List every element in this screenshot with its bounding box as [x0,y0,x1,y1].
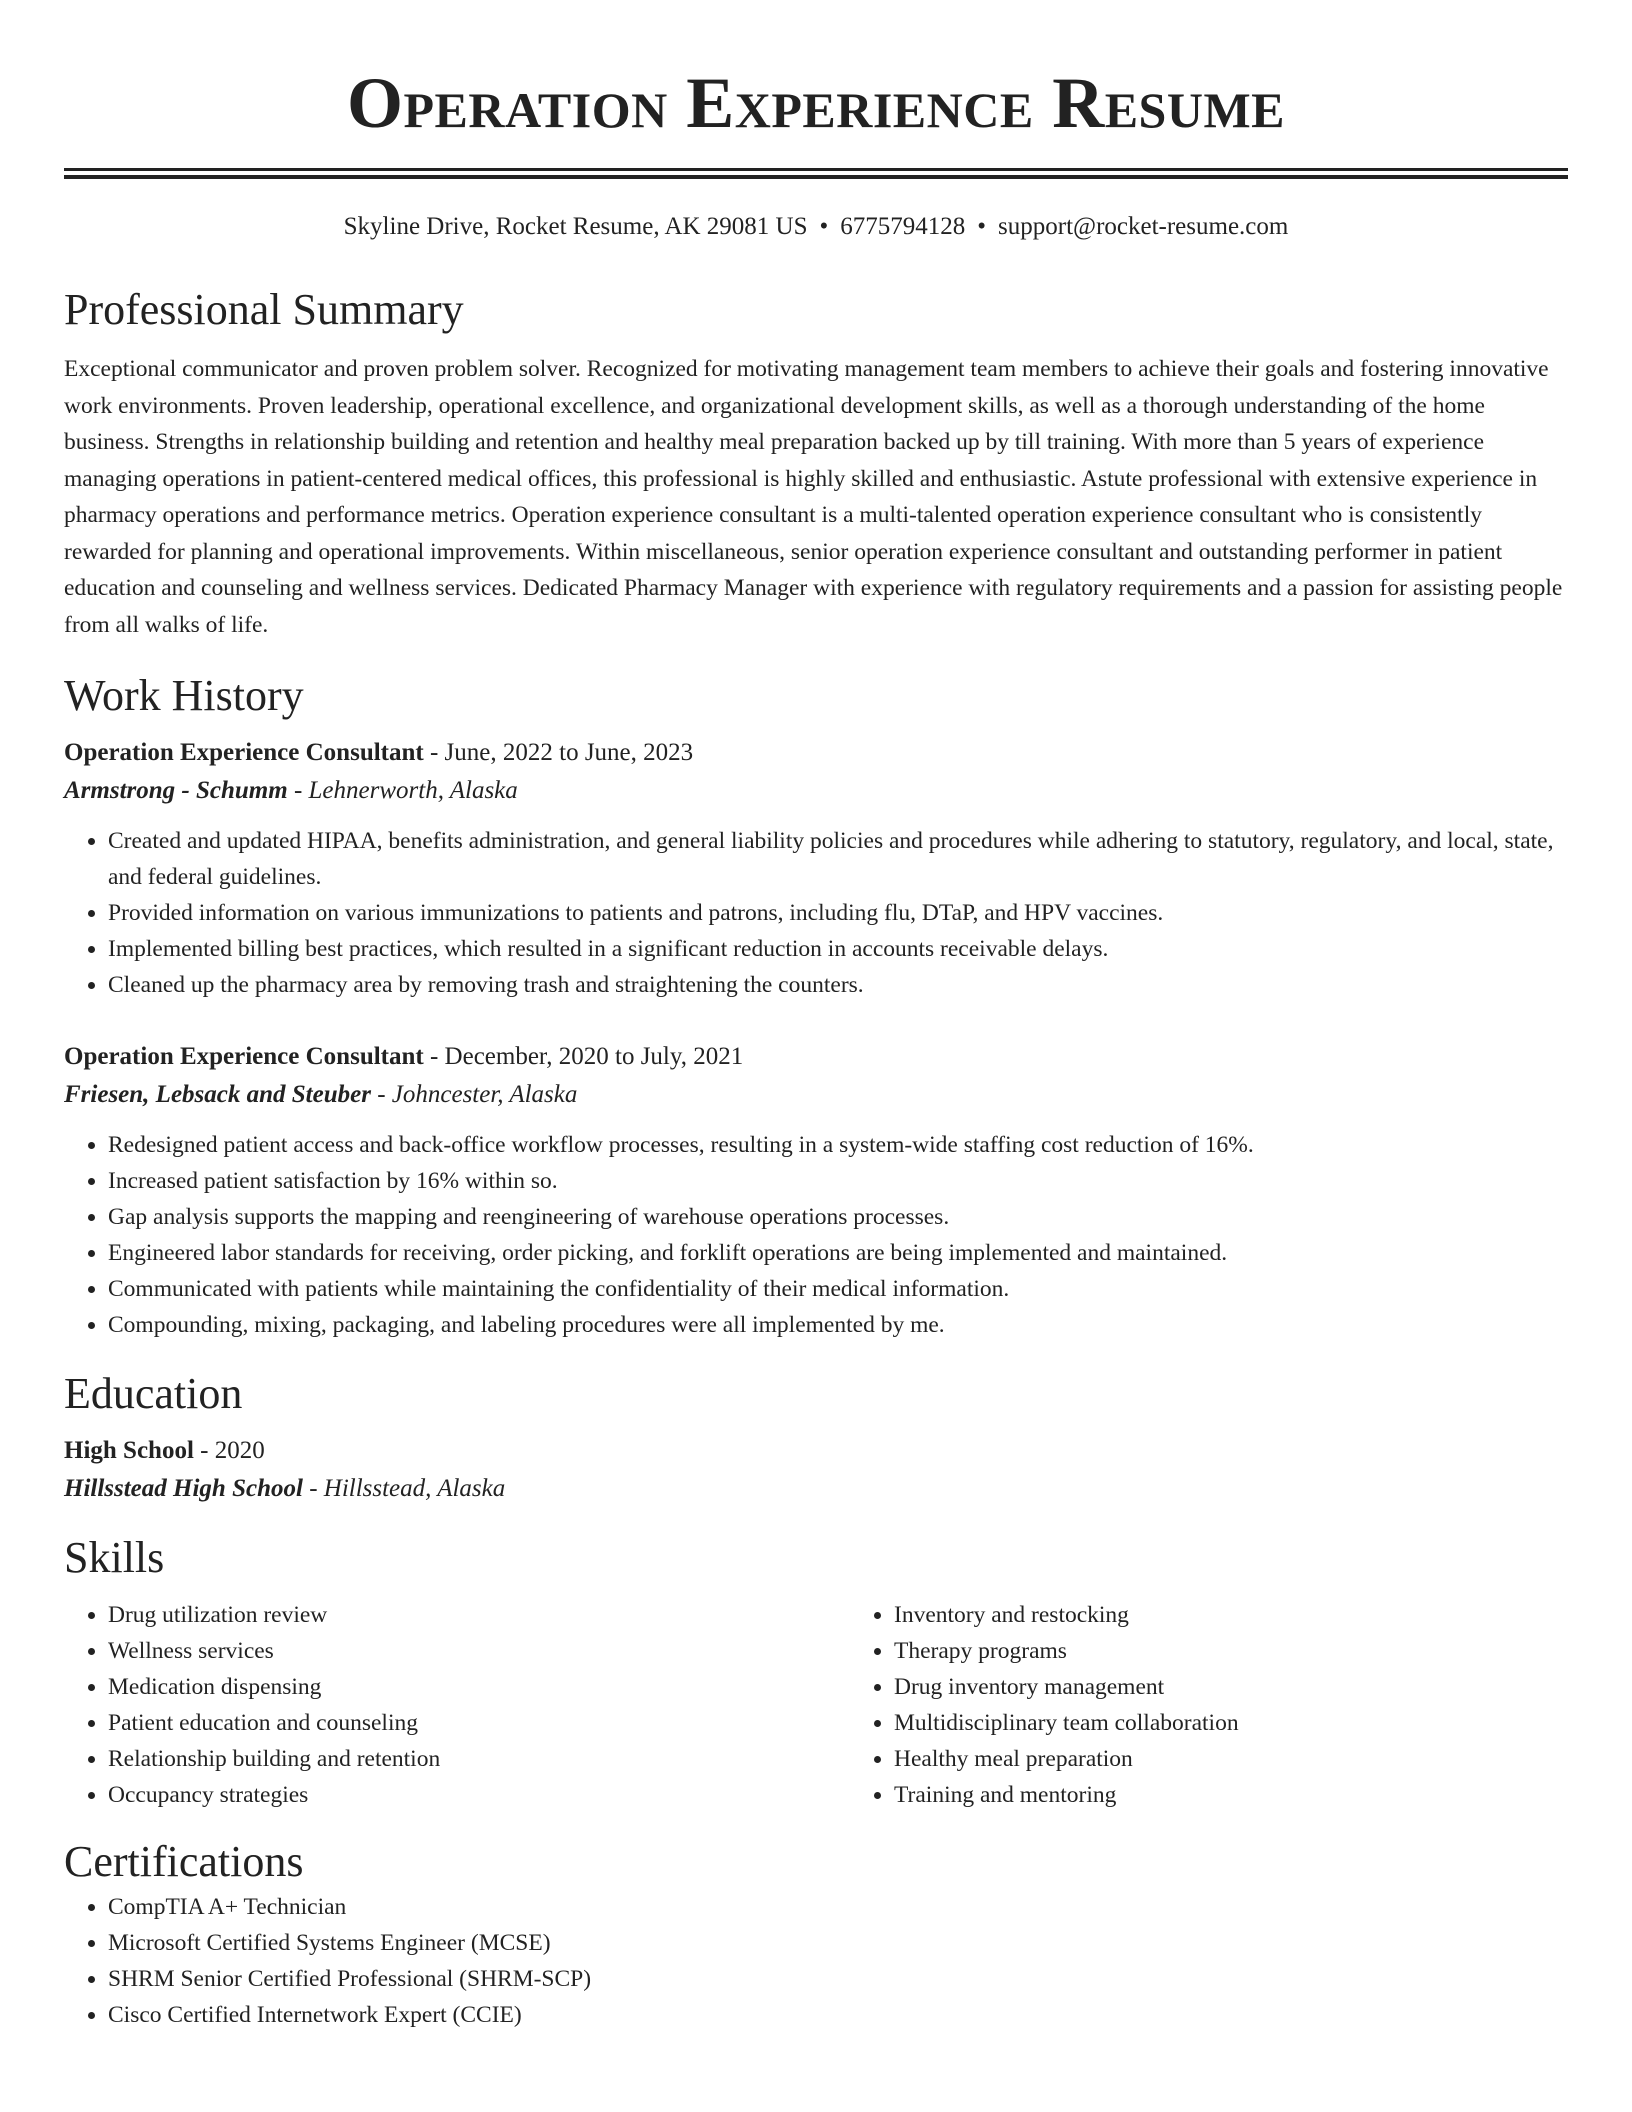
list-item: • Relationship building and retention [108,1741,850,1777]
section-heading-summary: Professional Summary [64,285,464,334]
job-entry [64,1039,1568,1343]
employer-name: Armstrong - Schumm [64,777,288,804]
list-item: • Medication dispensing [108,1669,850,1705]
certifications-section [64,1835,1568,2033]
list-item: • CompTIA A+ Technician [108,1889,1568,1925]
school-line [64,1469,1568,1509]
list-item: • Implemented billing best practices, which resulted in a significant reduction in accounts receivable delays. [108,931,1568,967]
section-heading-skills: Skills [64,1533,165,1582]
list-item: • Occupancy strategies [108,1777,850,1813]
list-item: • Provided information on various immunizations to patients and patrons, including flu, DTaP, and HPV vaccines. [108,895,1568,931]
employer-line [64,771,1568,811]
contact-phone: 6775794128 [840,213,966,240]
summary-text: Exceptional communicator and proven problem solver. Recognized for motivating management team members to achieve their goals and fostering innovative work environments. Proven leadership, operational excellence, and organizational development skills, as well as a thorough understanding of the home business. Strengths in relationship building and retention and healthy meal preparation backed up by till training. With more than 5 years of experience managing operations in patient-centered medical offices, this professional is highly skilled and enthusiastic. Astute professional with extensive experience in pharmacy operations and performance metrics. Operation experience consultant is a multi-talented operation experience consultant who is consistently rewarded for planning and operational improvements. Within miscellaneous, senior operation experience consultant and outstanding performer in patient education and counseling and wellness services. Dedicated Pharmacy Manager with experience with regulatory requirements and a passion for assisting people from all walks of life. [64,356,1563,638]
skills-list-left [64,1597,850,1813]
list-item: • Multidisciplinary team collaboration [894,1705,1632,1741]
employer-location: - Johncester, Alaska [370,1081,578,1108]
job-title-line [64,1039,1568,1075]
employer-line [64,1075,1568,1115]
list-item: • Training and mentoring [894,1777,1632,1813]
list-item: • Redesigned patient access and back-office workflow processes, resulting in a system-wide staffing cost reduction of 16%. [108,1127,1568,1163]
contact-line [64,211,1568,243]
section-heading-work: Work History [64,671,304,720]
job-title: Operation Experience Consultant [64,739,424,766]
skills-grid [64,1597,1568,1813]
list-item: • Microsoft Certified Systems Engineer (MCSE) [108,1925,1568,1961]
list-item: • SHRM Senior Certified Professional (SHRM-SCP) [108,1961,1568,1997]
degree: High School [64,1437,194,1464]
list-item: • Increased patient satisfaction by 16% within so. [108,1163,1568,1199]
degree-line [64,1433,1568,1469]
contact-address: Skyline Drive, Rocket Resume, AK 29081 US [343,213,808,240]
list-item: • Gap analysis supports the mapping and reengineering of warehouse operations processes. [108,1199,1568,1235]
job-dates: - December, 2020 to July, 2021 [423,1043,744,1070]
work-history-section [64,669,1568,1343]
job-duties-list [64,823,1568,1003]
list-item: • Healthy meal preparation [894,1741,1632,1777]
list-item: • Patient education and counseling [108,1705,850,1741]
education-entry [64,1433,1568,1509]
job-title: Operation Experience Consultant [64,1043,424,1070]
list-item: • Drug inventory management [894,1669,1632,1705]
skills-section [64,1531,1568,1813]
graduation-year: - 2020 [193,1437,265,1464]
certifications-list [64,1889,1568,2033]
contact-separator: • [977,213,987,240]
job-dates: - June, 2022 to June, 2023 [423,739,694,766]
contact-email: support@rocket-resume.com [998,213,1289,240]
education-section [64,1367,1568,1509]
list-item: • Communicated with patients while maintaining the confidentiality of their medical information. [108,1271,1568,1307]
list-item: • Engineered labor standards for receiving, order picking, and forklift operations are being implemented and maintained. [108,1235,1568,1271]
list-item: • Cleaned up the pharmacy area by removing trash and straightening the counters. [108,967,1568,1003]
employer-location: - Lehnerworth, Alaska [287,777,518,804]
professional-summary-section [64,283,1568,643]
job-entry [64,735,1568,1003]
school-location: - Hillsstead, Alaska [302,1475,506,1502]
list-item: • Therapy programs [894,1633,1632,1669]
school-name: Hillsstead High School [64,1475,303,1502]
section-heading-certifications: Certifications [64,1837,304,1886]
list-item: • Wellness services [108,1633,850,1669]
job-duties-list [64,1127,1568,1343]
list-item: • Created and updated HIPAA, benefits administration, and general liability policies and procedures while adhering to statutory, regulatory, and local, state, and federal guidelines. [108,823,1568,895]
list-item: • Compounding, mixing, packaging, and labeling procedures were all implemented by me. [108,1307,1568,1343]
title-divider [64,168,1568,179]
list-item: • Cisco Certified Internetwork Expert (CCIE) [108,1997,1568,2033]
list-item: • Inventory and restocking [894,1597,1632,1633]
job-title-line [64,735,1568,771]
skills-list-right [850,1597,1632,1813]
contact-separator: • [819,213,829,240]
section-heading-education: Education [64,1369,243,1418]
employer-name: Friesen, Lebsack and Steuber [64,1081,371,1108]
resume-title: Operation Experience Resume [346,63,1286,143]
list-item: • Drug utilization review [108,1597,850,1633]
